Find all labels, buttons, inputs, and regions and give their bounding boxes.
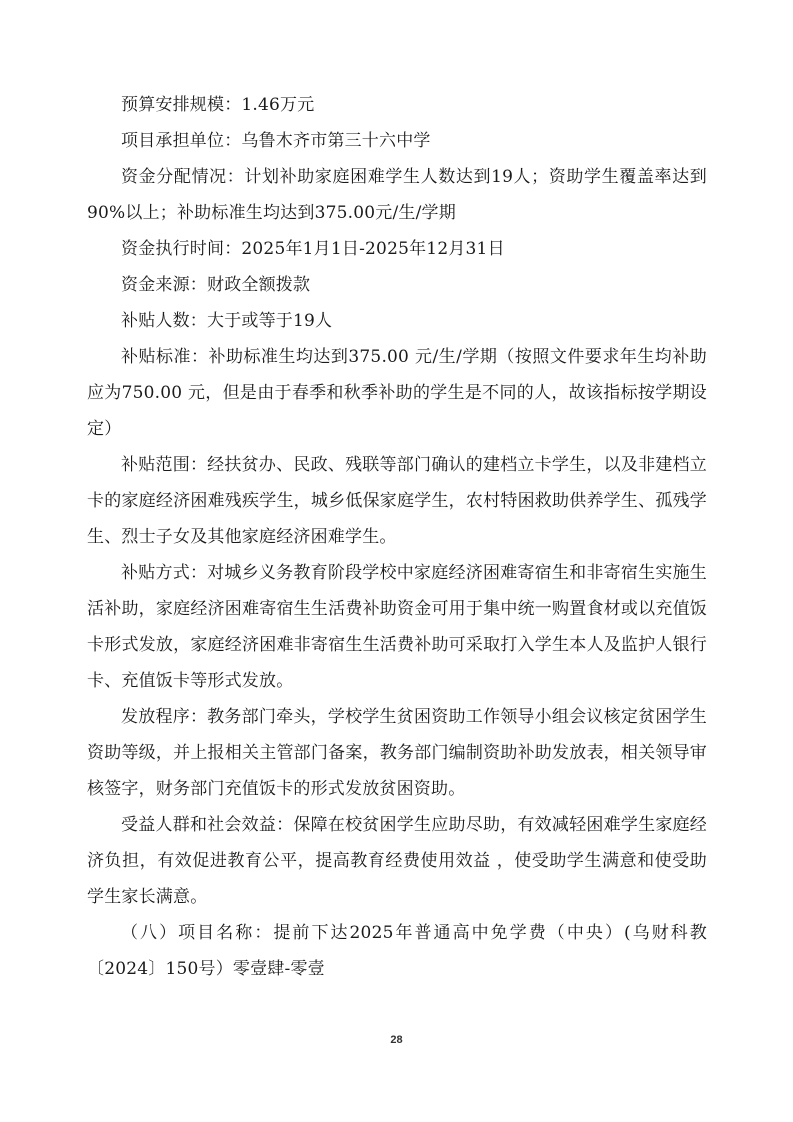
paragraph-execution-time: 资金执行时间：2025年1月1日-2025年12月31日 <box>121 239 505 259</box>
paragraph-fund-source: 资金来源：财政全额拨款 <box>121 275 311 295</box>
paragraph-project-heading: （八）项目名称：提前下达2025年普通高中免学费（中央）(乌财科教〔2024〕150号）零壹肆-零壹 <box>87 923 707 979</box>
paragraph-beneficiaries: 受益人群和社会效益：保障在校贫困学生应助尽助，有效减轻困难学生家庭经济负担，有效促进教育公平，提高教育经费使用效益 ，使受助学生满意和使受助学生家长满意。 <box>87 815 707 907</box>
paragraph-distribution-procedure: 发放程序：教务部门牵头，学校学生贫困资助工作领导小组会议核定贫困学生资助等级，并上报相关主管部门备案，教务部门编制资助补助发放表，相关领导审核签字，财务部门充值饭卡的形式发放贫困资助。 <box>87 707 707 799</box>
paragraph-subsidy-scope: 补贴范围：经扶贫办、民政、残联等部门确认的建档立卡学生，以及非建档立卡的家庭经济困难残疾学生，城乡低保家庭学生，农村特困救助供养学生、孤残学生、烈士子女及其他家庭经济困难学生。 <box>87 455 707 547</box>
page-number: 28 <box>390 1034 403 1046</box>
paragraph-subsidy-standard: 补贴标准：补助标准生均达到375.00 元/生/学期（按照文件要求年生均补助应为750.00 元，但是由于春季和秋季补助的学生是不同的人，故该指标按学期设定） <box>87 347 707 439</box>
paragraph-budget-scale: 预算安排规模：1.46万元 <box>121 95 315 115</box>
document-body <box>87 87 707 987</box>
paragraph-subsidy-method: 补贴方式：对城乡义务教育阶段学校中家庭经济困难寄宿生和非寄宿生实施生活补助，家庭经济困难寄宿生生活费补助资金可用于集中统一购置食材或以充值饭卡形式发放，家庭经济困难非寄宿生生活费补助可采取打入学生本人及监护人银行卡、充值饭卡等形式发放。 <box>87 563 707 691</box>
paragraph-subsidy-count: 补贴人数：大于或等于19人 <box>121 311 333 331</box>
paragraph-fund-allocation: 资金分配情况：计划补助家庭困难学生人数达到19人；资助学生覆盖率达到90%以上；补助标准生均达到375.00元/生/学期 <box>87 167 707 223</box>
paragraph-undertaking-unit: 项目承担单位：乌鲁木齐市第三十六中学 <box>121 131 431 151</box>
